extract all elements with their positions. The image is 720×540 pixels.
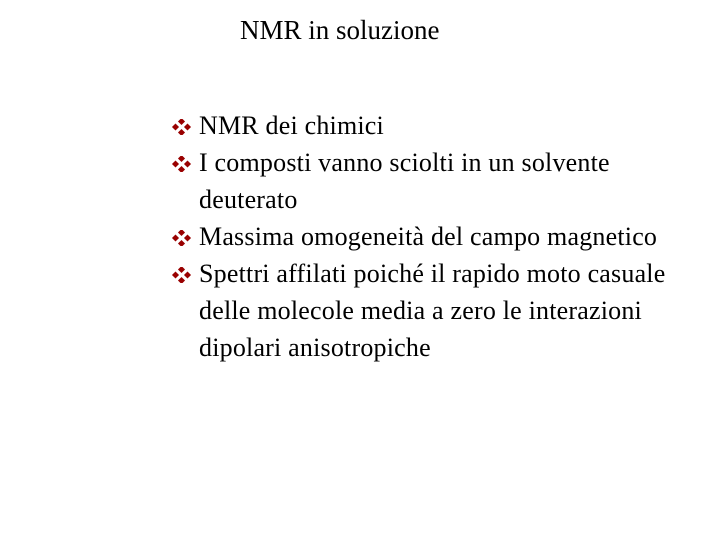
list-item (170, 255, 710, 366)
diamond-bullet-icon (170, 156, 196, 172)
list-item-text: Spettri affilati poiché il rapido moto casuale delle molecole media a zero le interazioni dipolari anisotropiche (199, 259, 666, 362)
bullet-list (170, 107, 710, 366)
list-item-text: Massima omogeneità del campo magnetico (199, 222, 658, 251)
diamond-bullet-icon (170, 230, 196, 246)
list-item (170, 218, 710, 255)
list-item (170, 144, 710, 218)
slide-title: NMR in soluzione (240, 15, 440, 45)
list-item (170, 107, 710, 144)
list-item-text: NMR dei chimici (199, 111, 384, 140)
diamond-bullet-icon (170, 267, 196, 283)
diamond-bullet-icon (170, 119, 196, 135)
list-item-text: I composti vanno sciolti in un solvente deuterato (199, 148, 610, 214)
